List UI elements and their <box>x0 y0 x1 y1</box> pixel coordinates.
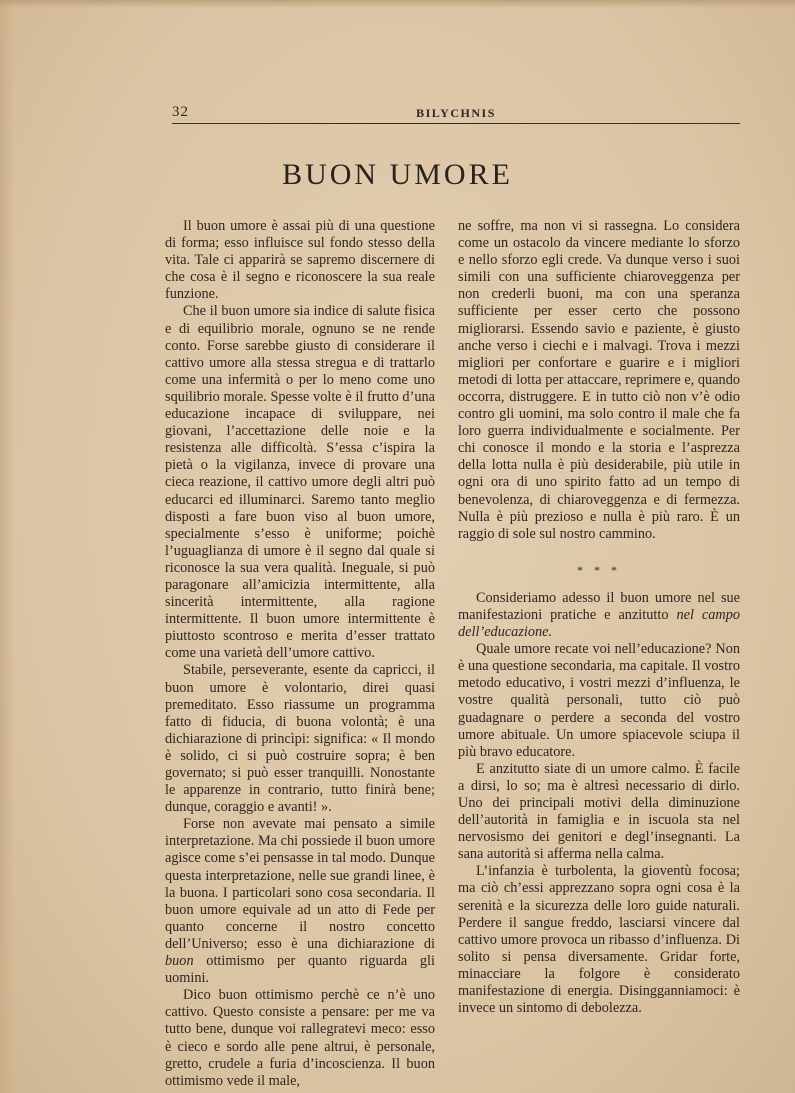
emphasis-text: nel campo dell’educazione. <box>458 606 741 641</box>
paragraph-text: Forse non avevate mai pensato a simile interpretazione. Ma chi possiede il buon umore agisce come s’ei pensasse in tal modo. Dunque questa interpretazione, nelle sue grandi linee, è la buona. I particolari sono cosa secondaria. Il buon umore equivale ad un atto di Fede per quanto concerne il nostro concetto dell’Universo; esso è una dichiarazione di <box>165 816 435 952</box>
running-head <box>172 104 740 124</box>
paragraph: Dico buon ottimismo perchè ce n’è uno cattivo. Questo consiste a pensare: per me va tutto bene, dunque voi rallegratevi meco: esso è cieco e sordo alle pene altrui, è personale, gretto, crudele a furia d’incoscienza. Il buon ottimismo vede il male, <box>165 987 435 1089</box>
left-column <box>165 218 435 1090</box>
paragraph: Il buon umore è assai più di una questione di forma; esso influisce sul fondo stesso della vita. Tale ci apparirà se sapremo discernere di che cosa è il segno e riconoscere la sua reale funzione. <box>165 218 435 303</box>
paragraph: L’infanzia è turbolenta, la gioventù focosa; ma ciò ch’essi apprezzano sopra ogni cosa è la serenità e la sicurezza delle loro guide naturali. Perdere il sangue freddo, lasciarsi vincere dal cattivo umore provoca un ribasso d’influenza. Di solito si pensa diversamente. Gridar forte, minacciare la folgore è considerato manifestazione di energia. Disingganniamoci: è invece un sintomo di debolezza. <box>458 863 740 1017</box>
paragraph: Stabile, perseverante, esente da capricci, il buon umore è volontario, direi quasi premeditato. Esso riassume un programma fatto di fiducia, di buona volontà; è una dichiarazione di princìpi: significa: « Il mondo è solido, ci si può costruire sopra; è ben governato; si può esser tranquilli. Nonostante le apparenze in contrario, tutto finirà bene; dunque, coraggio e avanti! ». <box>165 662 435 816</box>
journal-name: BILYCHNIS <box>416 106 496 120</box>
page-number: 32 <box>172 104 189 120</box>
paragraph: ne soffre, ma non vi si rassegna. Lo considera come un ostacolo da vincere mediante lo sforzo e nello sforzo egli crede. Va dunque verso i suoi simili con una sufficiente chiaroveggenza per non crederli buoni, ma con una speranza sufficiente per esser certo che possono migliorarsi. Essendo savio e paziente, è giusto anche verso i ciechi e i malvagi. Trova i mezzi migliori per confortare e guarire e i migliori metodi di lotta per attaccare, reprimere e, quando occorra, distruggere. E in tutto ciò non v’è odio contro gli uomini, ma solo contro il male che fa loro guerra individualmente e socialmente. Per chi conosce il mondo e la storia e l’asprezza della lotta nulla è più desiderabile, più utile in ogni ora di uno spirito fatto ad un tempo di benevolenza, di chiaroveggenza e di fermezza. Nulla è più prezioso e nulla è più raro. È un raggio di sole sul nostro cammino. <box>458 218 740 542</box>
paragraph: Quale umore recate voi nell’educazione? Non è una questione secondaria, ma capitale. Il vostro metodo educativo, i vostri mezzi d’influenza, le vostre qualità personali, tutto ciò può guadagnare o perdere a seconda del vostro umore abituale. Un umore spiacevole sciupa il più bravo educatore. <box>458 641 740 760</box>
paragraph-text: Consideriamo adesso il buon umore nel sue manifestazioni pratiche e anzitutto <box>458 589 740 623</box>
header-rule <box>172 123 740 124</box>
paragraph <box>458 590 740 641</box>
paper-edge-top <box>0 0 795 8</box>
emphasis-text: buon <box>165 953 194 970</box>
paragraph-text: ottimismo per quanto riguarda gli uomini. <box>165 953 435 987</box>
paragraph <box>165 816 435 987</box>
article-title: BUON UMORE <box>282 158 513 191</box>
paragraph: E anzitutto siate di un umore calmo. È facile a dirsi, lo so; ma è altresì necessario di dirlo. Uno dei principali motivi della diminuzione dell’autorità in famiglia e in iscuola sta nel nervosismo dei genitori e degl’insegnanti. La sana autorità si afferma nella calma. <box>458 760 740 863</box>
right-column <box>458 218 740 1017</box>
section-separator: * * * <box>577 562 621 577</box>
paragraph: Che il buon umore sia indice di salute fisica e di equilibrio morale, ognuno se ne rende conto. Forse sarebbe giusto di considerare il cattivo umore alla stessa stregua e di trattarlo come una infermità o per lo meno come uno squilibrio morale. Spesse volte è il frutto d’una educazione incapace di sviluppare, nei giovani, l’accettazione delle noie e la resistenza alle difficoltà. S’essa c’ispira la pietà o la vigilanza, invece di provare una cieca reazione, il cattivo umore degli altri può educarci ed illuminarci. Saremo tanto meglio disposti a fare buon viso al buon umore, specialmente s’esso è uniforme; poichè l’uguaglianza di umore è il segno dal quale si riconosce la sua vera qualità. Ineguale, si può paragonare all’amicizia intermittente, alla sincerità intermittente, alla ragione intermittente. Il buon umore intermittente è piuttosto scontroso e merita d’esser trattato come una varietà dell’umore cattivo. <box>165 303 435 662</box>
